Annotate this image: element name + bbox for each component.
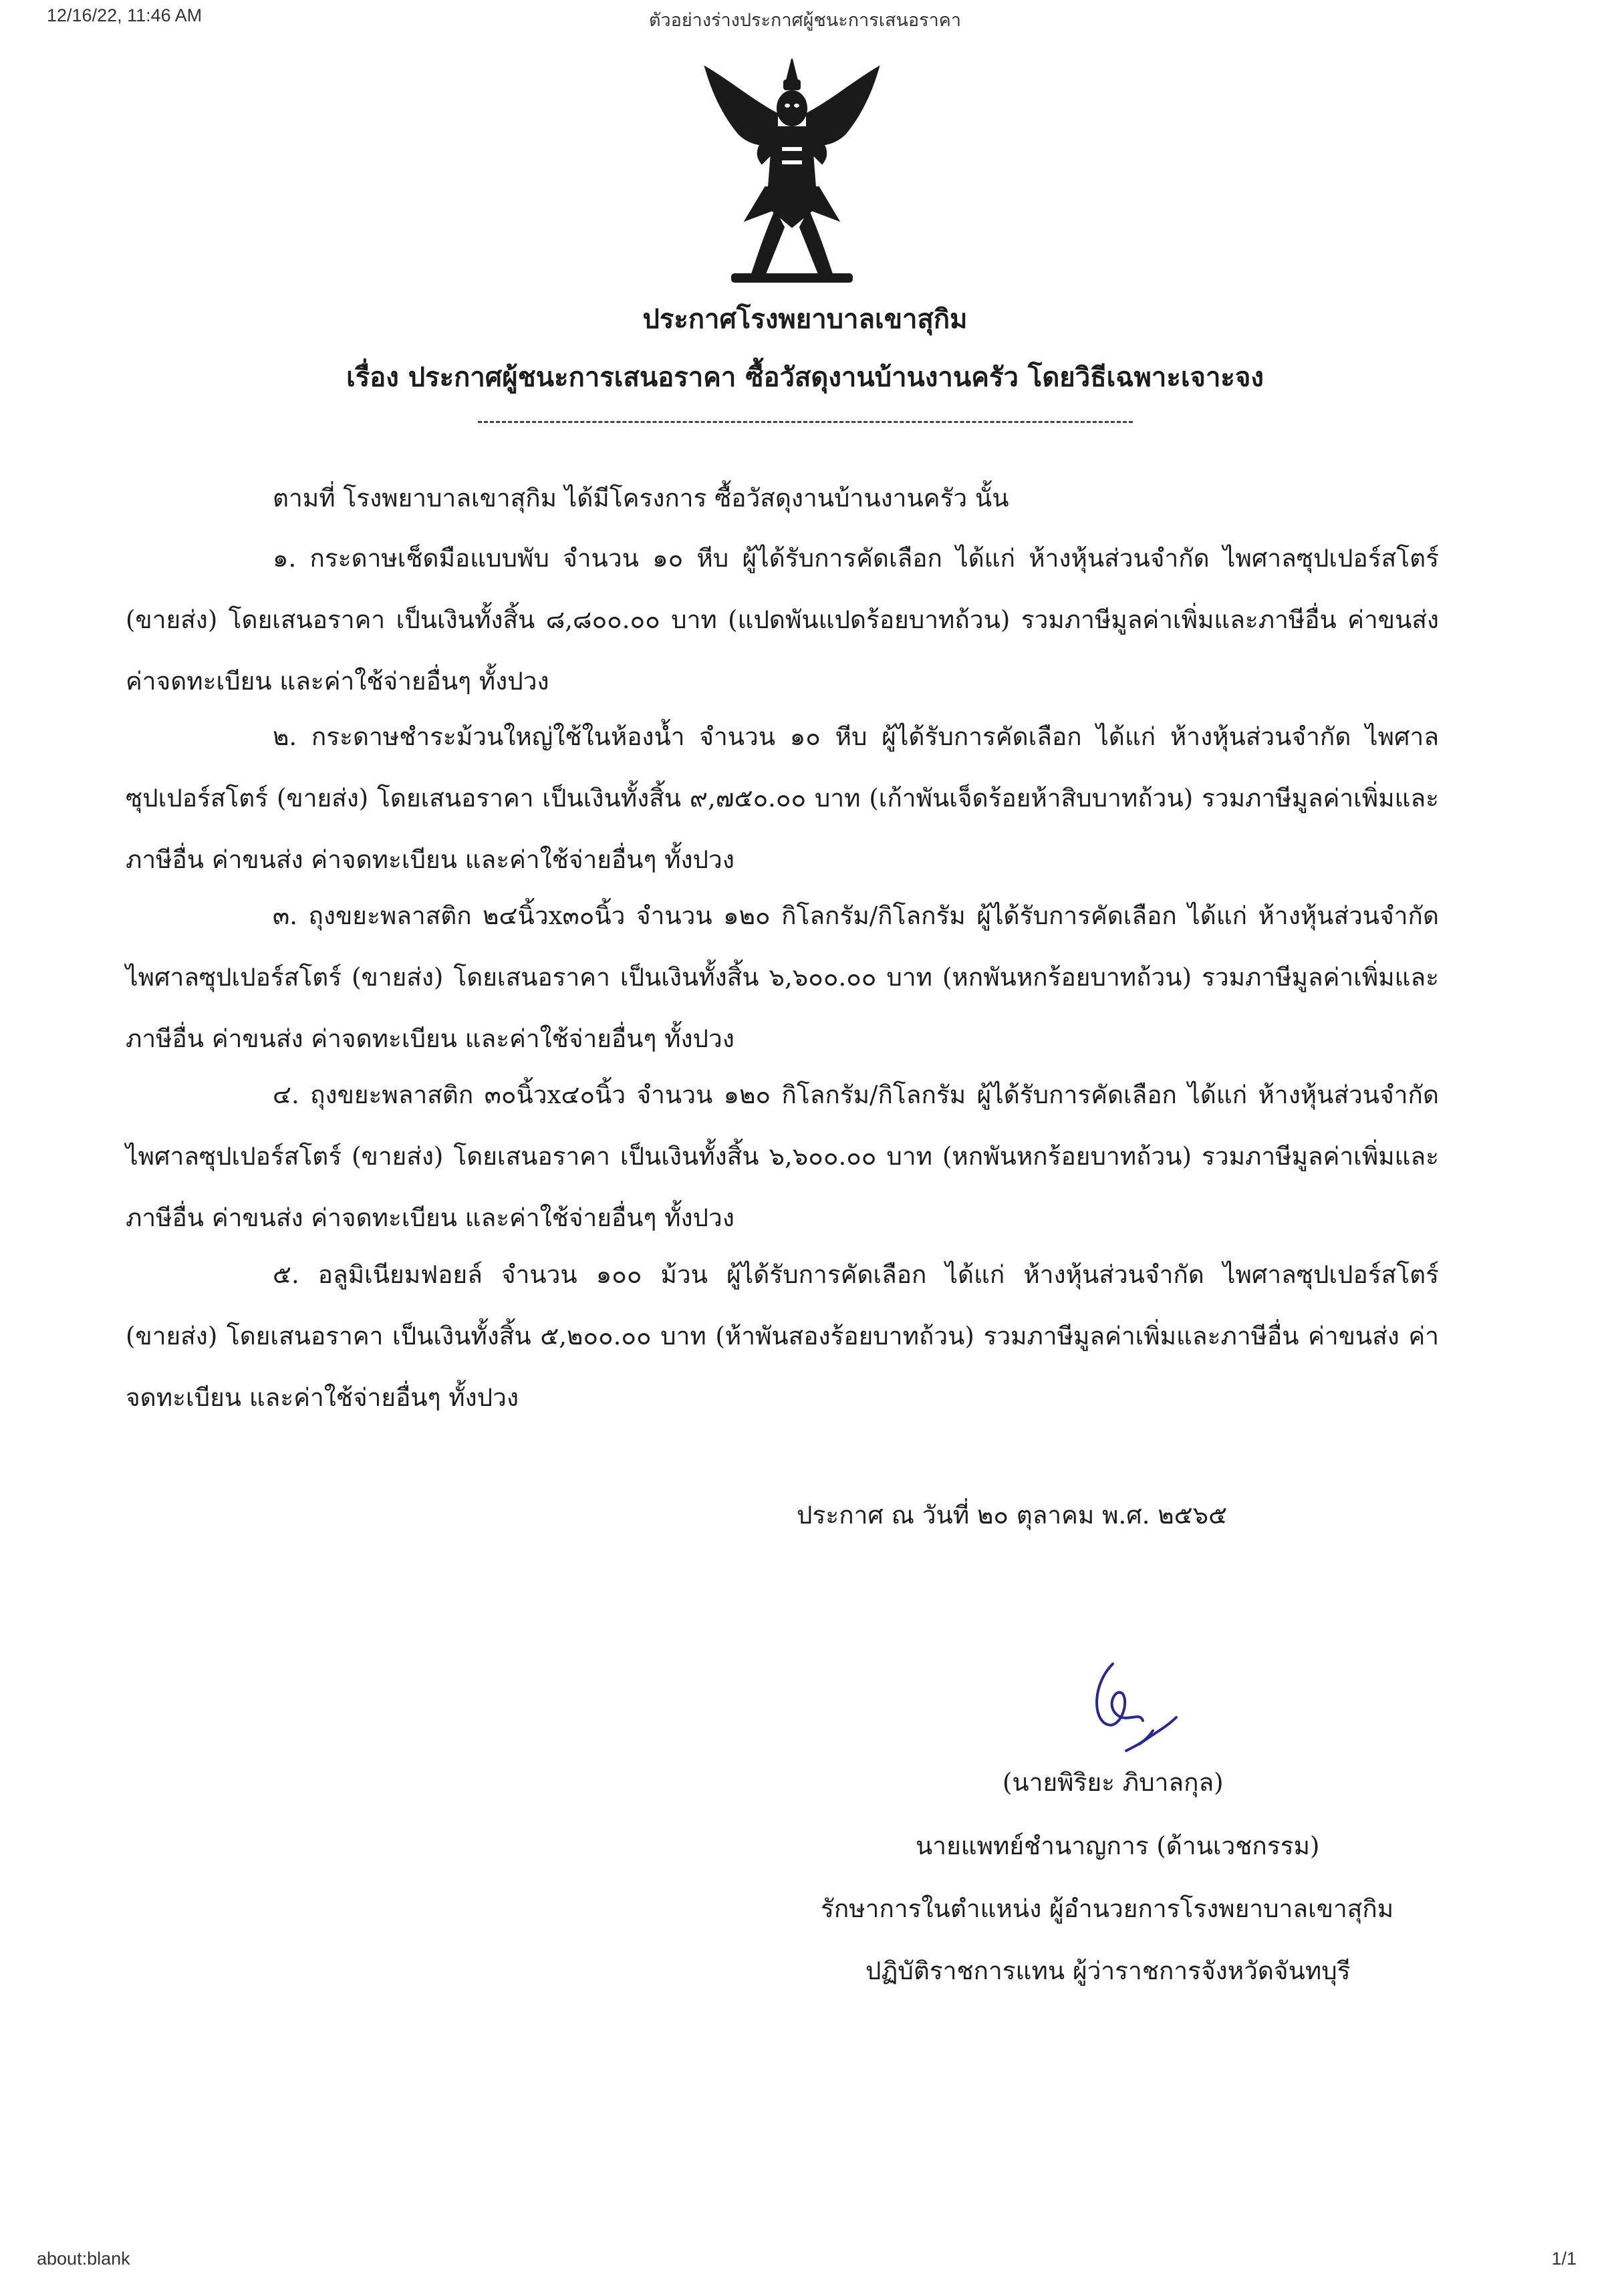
intro-text: ตามที่ โรงพยาบาลเขาสุกิม ได้มีโครงการ ซื้อวัสดุงานบ้านงานครัว นั้น	[273, 484, 1009, 513]
signature-icon	[1066, 1657, 1213, 1767]
item-text: ๕. อลูมิเนียมฟอยล์ จำนวน ๑๐๐ ม้วน ผู้ได้รับการคัดเลือก ได้แก่ ห้างหุ้นส่วนจำกัด ไพศาลซุปเปอร์สโตร์ (ขายส่ง) โดยเสนอราคา เป็นเงินทั้งสิ้น ๕,๒๐๐.๐๐ บาท (ห้าพันสองร้อยบาทถ้วน) รวมภาษีมูลค่าเพิ่มและภาษีอื่น ค่าขนส่ง ค่าจดทะเบียน และค่าใช้จ่ายอื่นๆ ทั้งปวง	[126, 1260, 1439, 1412]
signer-position: นายแพทย์ชำนาญการ (ด้านเวชกรรม)	[916, 1832, 1320, 1860]
document-subject: เรื่อง ประกาศผู้ชนะการเสนอราคา ซื้อวัสดุงานบ้านงานครัว โดยวิธีเฉพาะเจาะจง	[346, 362, 1264, 393]
document-title: ประกาศโรงพยาบาลเขาสุกิม	[642, 303, 968, 335]
print-timestamp: 12/16/22, 11:46 AM	[47, 5, 203, 25]
announce-date: ประกาศ ณ วันที่ ๒๐ ตุลาคม พ.ศ. ๒๕๖๕	[797, 1501, 1228, 1530]
item-text: ๔. ถุงขยะพลาสติก ๓๐นิ้วx๔๐นิ้ว จำนวน ๑๒๐ กิโลกรัม/กิโลกรัม ผู้ได้รับการคัดเลือก ได้แก่ ห้างหุ้นส่วนจำกัด ไพศาลซุปเปอร์สโตร์ (ขายส่ง) โดยเสนอราคา เป็นเงินทั้งสิ้น ๖,๖๐๐.๐๐ บาท (หกพันหกร้อยบาทถ้วน) รวมภาษีมูลค่าเพิ่มและภาษีอื่น ค่าขนส่ง ค่าจดทะเบียน และค่าใช้จ่ายอื่นๆ ทั้งปวง	[126, 1081, 1439, 1232]
item-text: ๑. กระดาษเช็ดมือแบบพับ จำนวน ๑๐ หีบ ผู้ได้รับการคัดเลือก ได้แก่ ห้างหุ้นส่วนจำกัด ไพศาลซุปเปอร์สโตร์ (ขายส่ง) โดยเสนอราคา เป็นเงินทั้งสิ้น ๘,๘๐๐.๐๐ บาท (แปดพันแปดร้อยบาทถ้วน) รวมภาษีมูลค่าเพิ่มและภาษีอื่น ค่าขนส่ง ค่าจดทะเบียน และค่าใช้จ่ายอื่นๆ ทั้งปวง	[126, 544, 1439, 696]
print-url: about:blank	[37, 2249, 130, 2269]
signer-name: (นายพิริยะ ภิบาลกุล)	[1002, 1768, 1224, 1797]
intro-paragraph	[126, 468, 1439, 529]
garuda-emblem-icon	[692, 53, 892, 291]
item-paragraph-3	[126, 885, 1439, 1070]
item-paragraph-1	[126, 528, 1439, 712]
print-page-count: 1/1	[1551, 2249, 1577, 2269]
item-text: ๒. กระดาษชำระม้วนใหญ่ใช้ในห้องน้ำ จำนวน ๑๐ หีบ ผู้ได้รับการคัดเลือก ได้แก่ ห้างหุ้นส่วนจำกัด ไพศาลซุปเปอร์สโตร์ (ขายส่ง) โดยเสนอราคา เป็นเงินทั้งสิ้น ๙,๗๕๐.๐๐ บาท (เก้าพันเจ็ดร้อยห้าสิบบาทถ้วน) รวมภาษีมูลค่าเพิ่มและภาษีอื่น ค่าขนส่ง ค่าจดทะเบียน และค่าใช้จ่ายอื่นๆ ทั้งปวง	[126, 722, 1439, 874]
item-paragraph-4	[126, 1064, 1439, 1249]
signer-on-behalf: ปฏิบัติราชการแทน ผู้ว่าราชการจังหวัดจันทบุรี	[865, 1957, 1351, 1985]
print-page-title: ตัวอย่างร่างประกาศผู้ชนะการเสนอราคา	[648, 10, 962, 30]
title-divider	[478, 421, 1133, 423]
item-text: ๓. ถุงขยะพลาสติก ๒๔นิ้วx๓๐นิ้ว จำนวน ๑๒๐ กิโลกรัม/กิโลกรัม ผู้ได้รับการคัดเลือก ได้แก่ ห้างหุ้นส่วนจำกัด ไพศาลซุปเปอร์สโตร์ (ขายส่ง) โดยเสนอราคา เป็นเงินทั้งสิ้น ๖,๖๐๐.๐๐ บาท (หกพันหกร้อยบาทถ้วน) รวมภาษีมูลค่าเพิ่มและภาษีอื่น ค่าขนส่ง ค่าจดทะเบียน และค่าใช้จ่ายอื่นๆ ทั้งปวง	[126, 901, 1439, 1053]
item-paragraph-2	[126, 706, 1439, 891]
signer-acting-position: รักษาการในตำแหน่ง ผู้อำนวยการโรงพยาบาลเขาสุกิม	[821, 1894, 1394, 1923]
item-paragraph-5	[126, 1244, 1439, 1429]
